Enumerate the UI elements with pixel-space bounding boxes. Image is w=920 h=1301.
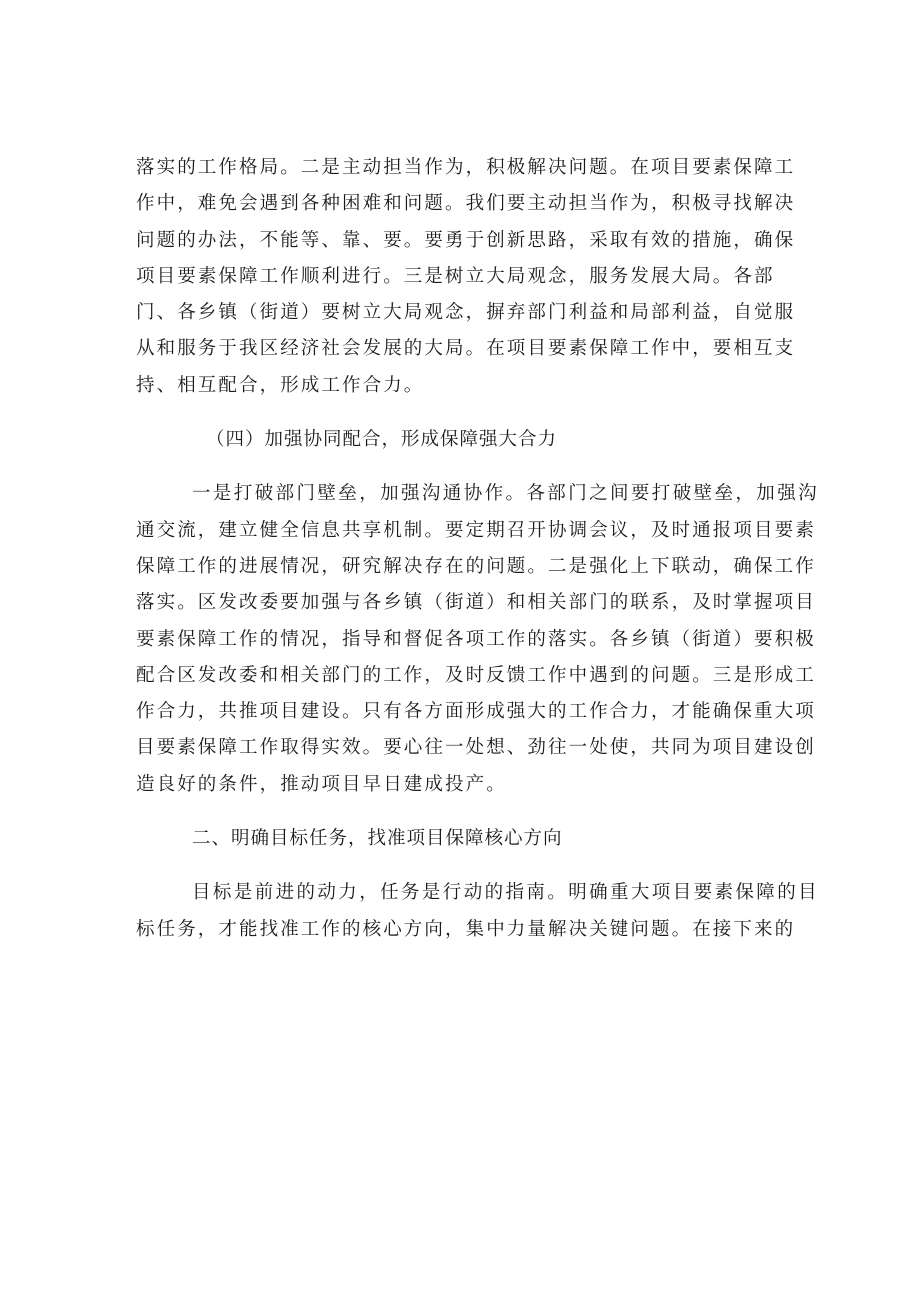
text-line: 要素保障工作的情况，指导和督促各项工作的落实。各乡镇（街道）要积极: [136, 628, 816, 650]
text-line: 落实。区发改委要加强与各乡镇（街道）和相关部门的联系，及时掌握项目: [136, 592, 816, 614]
text-line: 通交流，建立健全信息共享机制。要定期召开协调会议，及时通报项目要素: [136, 519, 816, 541]
text-line: 作合力，共推项目建设。只有各方面形成强大的工作合力，才能确保重大项: [136, 701, 816, 723]
paragraph: [136, 875, 820, 948]
section-heading: （四）加强协同配合，形成保障强大合力: [206, 429, 558, 451]
text-line: 持、相互配合，形成工作合力。: [136, 374, 425, 396]
text-line: 保障工作的进展情况，研究解决存在的问题。二是强化上下联动，确保工作: [136, 555, 816, 577]
text-line: 门、各乡镇（街道）要树立大局观念，摒弃部门利益和局部利益，自觉服: [136, 302, 796, 324]
text-line: 造良好的条件，推动项目早日建成投产。: [136, 773, 507, 795]
section-heading: 二、明确目标任务，找准项目保障核心方向: [192, 828, 563, 850]
text-line: 目要素保障工作取得实效。要心往一处想、劲往一处使，共同为项目建设创: [136, 737, 816, 759]
text-line: 配合区发改委和相关部门的工作，及时反馈工作中遇到的问题。三是形成工: [136, 664, 816, 686]
document-body: [136, 150, 820, 948]
paragraph: [136, 150, 796, 404]
text-line: 标任务，才能找准工作的核心方向，集中力量解决关键问题。在接下来的: [136, 918, 796, 940]
text-line: 问题的办法，不能等、靠、要。要勇于创新思路，采取有效的措施，确保: [136, 229, 796, 251]
text-line: 目标是前进的动力，任务是行动的指南。明确重大项目要素保障的目: [192, 882, 820, 904]
text-line: 项目要素保障工作顺利进行。三是树立大局观念，服务发展大局。各部: [136, 265, 775, 287]
text-line: 落实的工作格局。二是主动担当作为，积极解决问题。在项目要素保障工: [136, 157, 796, 178]
text-line: 从和服务于我区经济社会发展的大局。在项目要素保障工作中，要相互支: [136, 338, 796, 360]
text-line: 一是打破部门壁垒，加强沟通协作。各部门之间要打破壁垒，加强沟: [192, 483, 820, 505]
paragraph: [136, 476, 820, 803]
text-line: 作中，难免会遇到各种困难和问题。我们要主动担当作为，积极寻找解决: [136, 193, 796, 215]
